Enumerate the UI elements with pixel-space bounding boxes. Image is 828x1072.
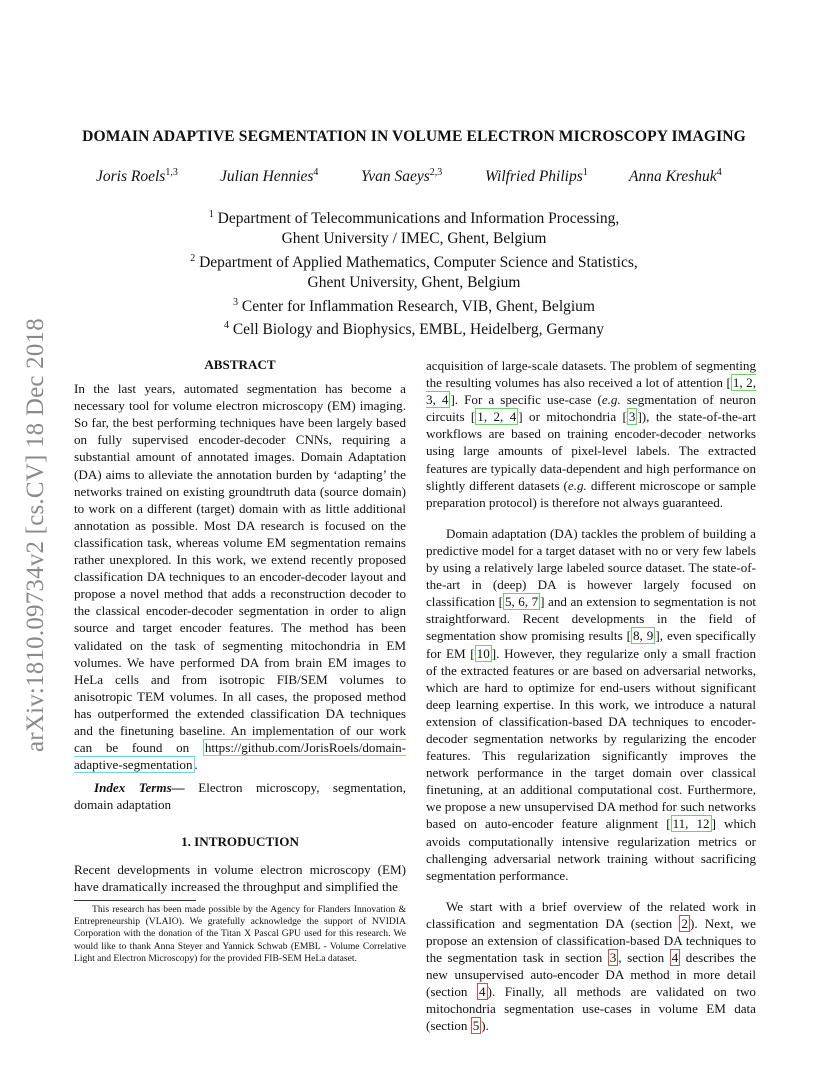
index-terms xyxy=(74,779,406,813)
author xyxy=(485,167,588,186)
affiliation-line xyxy=(0,205,828,229)
affiliation-text: Department of Telecommunications and Information Processing, xyxy=(217,210,620,228)
citation-link[interactable]: 11, 12 xyxy=(672,816,710,832)
right-column xyxy=(426,357,756,1035)
author xyxy=(361,167,442,186)
affiliation-number: 4 xyxy=(223,320,229,332)
author-name: Julian Hennies xyxy=(220,168,314,186)
footnote: This research has been made possible by the Agency for Flanders Innovation & Entrepreneurship (VLAIO). We gratefully acknowledge the support of NVIDIA Corporation with the donation of the Titan X Pascal GPU used for this research. We would like to thank Anna Steyer and Yannick Schwab (EMBL - Volume Correlative Light and Electron Microscopy) for the provided FIB-SEM HeLa dataset. xyxy=(74,904,406,964)
author-affil-marker: 4 xyxy=(313,167,319,178)
affiliation-number: 2 xyxy=(190,252,196,264)
citation-link[interactable]: 10 xyxy=(476,645,490,661)
author-affil-marker: 4 xyxy=(716,167,722,178)
author-name: Joris Roels xyxy=(96,168,166,186)
index-terms-text: Electron microscopy, segmentation, domain adaptation xyxy=(74,780,406,813)
abstract-body: In the last years, automated segmentation has become a necessary tool for volume electron microscopy (EM) imaging. So far, the best performing techniques have been largely based on fully supervised encoder-decoder CNNs, requiring a substantial amount of annotated images. Domain Adaptation (DA) aims to alleviate the annotation burden by ‘adapting’ the networks trained on existing groundtruth data (source domain) to work on a different (target) domain with as little additional annotation as possible. Most DA research is focused on the classification task, whereas volume EM segmentation remains rather unexplored. In this work, we extend recently proposed classification DA techniques to an encoder-decoder layout and propose a novel method that adds a reconstruction decoder to the classical encoder-decoder segmentation in order to align source and target encoder features. The method has been validated on the task of segmenting mitochondria in EM volumes. We have performed DA from brain EM images to HeLa cells and from isotropic FIB/SEM volumes to anisotropic TEM volumes. In all cases, the proposed method has outperformed the extended classification DA techniques and the finetuning baseline. An implementation of our work can be found on xyxy=(74,381,406,756)
footnote-rule xyxy=(74,900,196,901)
author-affil-marker: 2,3 xyxy=(429,167,443,178)
affiliation-line xyxy=(0,249,828,273)
author-name: Anna Kreshuk xyxy=(629,168,717,186)
author-list xyxy=(0,167,828,189)
author-affil-marker: 1 xyxy=(582,167,588,178)
arxiv-stamp xyxy=(22,282,49,752)
section-ref-link[interactable]: 3 xyxy=(609,950,617,966)
abstract-text xyxy=(74,380,406,773)
affiliation-text: Center for Inflammation Research, VIB, Ghent, Belgium xyxy=(241,297,595,315)
affiliation-number: 1 xyxy=(208,209,214,220)
affiliation-line xyxy=(0,316,828,340)
citation-link[interactable]: 1, 2, 3, 4 xyxy=(426,375,756,408)
affiliation-text: Department of Applied Mathematics, Computer Science and Statistics, xyxy=(199,253,638,271)
author xyxy=(629,167,722,186)
affiliation-number: 3 xyxy=(233,296,238,308)
affiliation-line: Ghent University / IMEC, Ghent, Belgium xyxy=(281,229,547,247)
body-paragraph: We start with a brief overview of the related work in classification and segmentation DA (section 2 ). Next, we propose an extension of classification-based DA techniques to the segmentation task in section 3 , section 4 describes the new unsupervised auto-encoder DA method in more detail (section 4 ). Finally, all methods are validated on two mitochondria segmentation use-cases in volume EM data (section 5 ). xyxy=(426,898,757,1034)
author-name: Yvan Saeys xyxy=(361,168,430,186)
section-ref-link[interactable]: 4 xyxy=(479,984,486,1000)
section-heading-introduction: 1. INTRODUCTION xyxy=(181,834,299,850)
paper-title: DOMAIN ADAPTIVE SEGMENTATION IN VOLUME ELECTRON MICROSCOPY IMAGING xyxy=(82,128,746,145)
author xyxy=(96,167,178,186)
author-affil-marker: 1,3 xyxy=(165,167,178,178)
citation-link[interactable]: 5, 6, 7 xyxy=(504,594,539,610)
section-ref-link[interactable]: 2 xyxy=(681,915,688,931)
author xyxy=(220,167,318,186)
index-terms-label: Index Terms— xyxy=(94,780,185,796)
body-paragraph: acquisition of large-scale datasets. The problem of segmenting the resulting volumes has also received a lot of attention [ 1, 2, 3, 4 ]. For a specific use-case (e.g. segmentation of neuron circuits [ 1, 2, 4 ] or mitochondria [ 3 ]), the state-of-the-art workflows are based on training encoder-decoder networks using large amounts of pixel-level labels. The extracted features are typically data-dependent and high performance on slightly different datasets (e.g. different microscope or sample preparation protocol) is therefore not always guaranteed. xyxy=(426,358,757,510)
abstract-section xyxy=(74,356,406,895)
citation-link[interactable]: 1, 2, 4 xyxy=(477,409,517,425)
affiliation-line xyxy=(0,293,828,317)
citation-link[interactable]: 8, 9 xyxy=(633,628,654,644)
intro-paragraph: Recent developments in volume electron microscopy (EM) have dramatically increased the throughput and simplified the xyxy=(74,861,406,894)
citation-link[interactable]: 3 xyxy=(628,409,636,425)
author-name: Wilfried Philips xyxy=(485,168,583,186)
body-paragraph: Domain adaptation (DA) tackles the problem of building a predictive model for a target dataset with no or very few labels by using a relatively large labeled source dataset. The state-of-the-art in (deep) DA is however largely focused on classification [ 5, 6, 7 ] and an extension to segmentation is not straightforward. Recent developments in the field of segmentation show promising results [ 8, 9 ], even specifically for EM [ 10 ]. However, they regularize only a small fraction of the extracted features or are based on adversarial networks, which are hard to optimize for end-users without significant deep learning expertise. In this work, we introduce a natural extension of classification-based DA techniques to encoder-decoder segmentation networks by regularizing the encoder features. This regularization significantly improves the network performance in the target domain over classical finetuning, at an additional computational cost. Furthermore, we propose a new unsupervised DA method for such networks based on auto-encoder feature alignment [ 11, 12 ] which avoids computationally intensive regularization metrics or challenging adversarial network training without sacrificing segmentation performance. xyxy=(426,525,757,883)
abstract-heading: ABSTRACT xyxy=(204,357,276,372)
affiliation-line: Ghent University, Ghent, Belgium xyxy=(307,273,521,291)
section-ref-link[interactable]: 5 xyxy=(472,1018,480,1034)
arxiv-stamp-text: arXiv:1810.09734v2 [cs.CV] 18 Dec 2018 xyxy=(22,318,49,752)
github-link[interactable]: https://github.com/JorisRoels/domain-adaptive-segmentation xyxy=(74,740,406,773)
abstract-end: . xyxy=(194,757,198,773)
affiliation-text: Cell Biology and Biophysics, EMBL, Heidelberg, Germany xyxy=(232,321,605,339)
section-ref-link[interactable]: 4 xyxy=(671,950,679,966)
affiliations xyxy=(0,205,828,340)
